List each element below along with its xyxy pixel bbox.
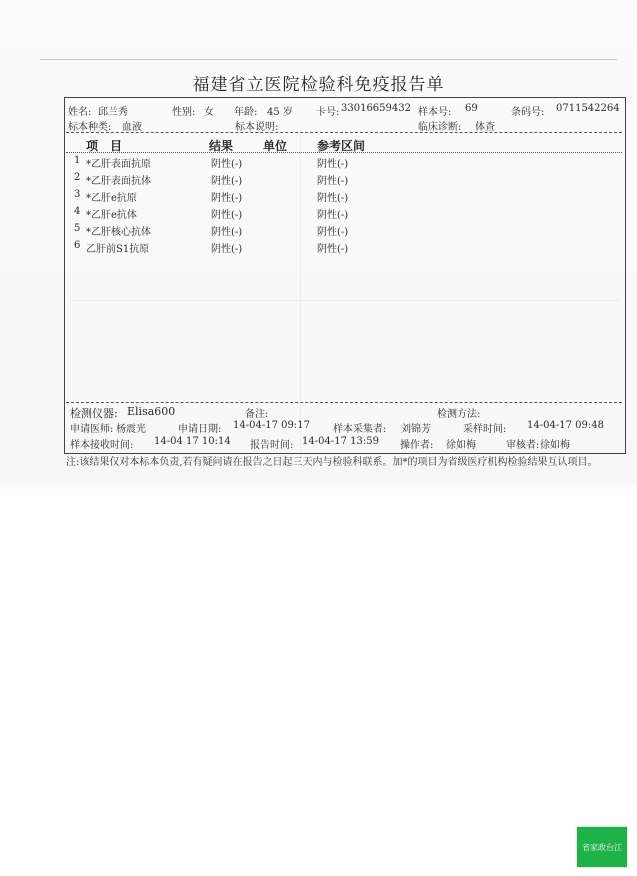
header-result: 结果 <box>209 139 234 153</box>
specimen-note-label: 标本说明: <box>235 122 279 133</box>
watermark-stamp: 省家政台江 <box>577 827 627 867</box>
row-number: 1 <box>74 155 81 166</box>
row-result: 阴性(-) <box>211 244 243 255</box>
doctor-label: 申请医师: <box>70 424 114 435</box>
instrument-label: 检测仪器: <box>70 407 118 420</box>
row-reference: 阴性(-) <box>317 193 349 204</box>
receive-time: 14-04 17 10:14 <box>154 436 231 447</box>
diagnosis-label: 临床诊断: <box>418 122 462 133</box>
report-time-label: 报告时间: <box>250 440 294 451</box>
specimen-type: 血液 <box>122 122 142 133</box>
disclaimer-note: 注:该结果仅对本标本负责,若有疑问请在报告之日起三天内与检验科联系。加*的项目为省级医疗机构检验结果互认项目。 <box>66 457 598 468</box>
operator-label: 操作者: <box>400 440 434 451</box>
row-result: 阴性(-) <box>211 159 243 170</box>
collect-time: 14-04-17 09:48 <box>527 420 604 431</box>
row-reference: 阴性(-) <box>317 176 349 187</box>
sample-no-label: 样本号: <box>418 107 452 118</box>
doctor: 杨震光 <box>116 424 146 435</box>
name-label: 姓名: <box>68 107 92 118</box>
row-reference: 阴性(-) <box>317 210 349 221</box>
row-result: 阴性(-) <box>211 227 243 238</box>
report-time: 14-04-17 13:59 <box>302 436 379 447</box>
operator: 徐如梅 <box>446 440 476 451</box>
row-item: *乙肝e抗原 <box>86 193 137 204</box>
row-item: 乙肝前S1抗原 <box>86 244 150 255</box>
header-divider <box>66 152 622 153</box>
row-number: 4 <box>74 206 81 217</box>
patient-name: 邱兰秀 <box>98 107 128 118</box>
receive-time-label: 样本接收时间: <box>70 440 134 451</box>
sample-no: 69 <box>465 103 478 114</box>
header-reference: 参考区间 <box>317 139 366 153</box>
row-result: 阴性(-) <box>211 210 243 221</box>
apply-date-label: 申请日期: <box>178 424 222 435</box>
barcode: 0711542264 <box>556 103 620 114</box>
row-item: *乙肝表面抗原 <box>86 159 151 170</box>
info-divider <box>66 132 622 133</box>
age-label: 年龄: <box>234 107 258 118</box>
remark-label: 备注: <box>245 409 269 420</box>
header-item: 项 目 <box>86 139 123 153</box>
row-reference: 阴性(-) <box>317 159 349 170</box>
row-reference: 阴性(-) <box>317 227 349 238</box>
card-label: 卡号: <box>316 107 340 118</box>
row-item: *乙肝核心抗体 <box>86 227 151 238</box>
row-number: 3 <box>74 189 81 200</box>
reviewer-label: 审核者: <box>506 440 540 451</box>
collect-time-label: 采样时间: <box>463 424 507 435</box>
footer-divider <box>66 402 622 403</box>
row-number: 6 <box>74 240 81 251</box>
collector: 刘锦芳 <box>401 424 431 435</box>
method-label: 检测方法: <box>437 409 481 420</box>
card-number: 33016659432 <box>341 103 411 114</box>
row-result: 阴性(-) <box>211 176 243 187</box>
barcode-label: 条码号: <box>511 107 545 118</box>
row-item: *乙肝表面抗体 <box>86 176 151 187</box>
top-rule <box>40 59 617 60</box>
reviewer: 徐如梅 <box>540 440 570 451</box>
sex-label: 性别: <box>172 107 196 118</box>
row-number: 2 <box>74 172 81 183</box>
instrument: Elisa600 <box>127 405 176 418</box>
collector-label: 样本采集者: <box>333 424 387 435</box>
report-title: 福建省立医院检验科免疫报告单 <box>192 75 445 95</box>
row-number: 5 <box>74 223 81 234</box>
patient-sex: 女 <box>204 107 214 118</box>
diagnosis: 体查 <box>475 122 495 133</box>
row-item: *乙肝e抗体 <box>86 210 137 221</box>
header-unit: 单位 <box>263 139 288 153</box>
row-reference: 阴性(-) <box>317 244 349 255</box>
row-result: 阴性(-) <box>211 193 243 204</box>
apply-date: 14-04-17 09:17 <box>233 420 310 431</box>
patient-age: 45 岁 <box>267 107 293 118</box>
specimen-label: 标本种类: <box>68 122 112 133</box>
